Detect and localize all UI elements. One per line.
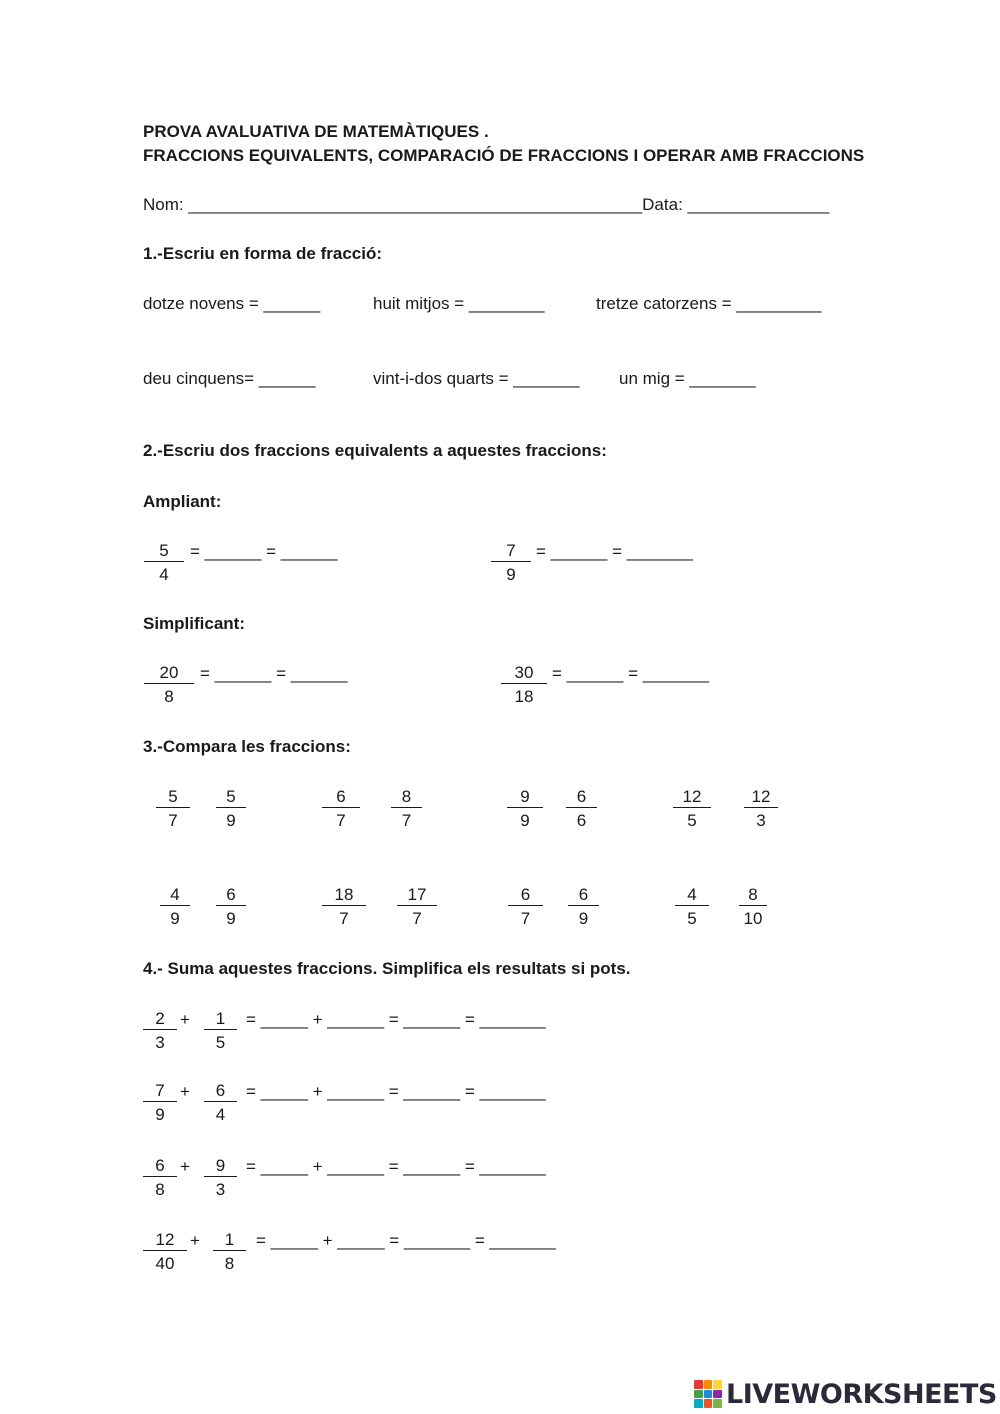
denominator: 8 <box>224 1254 235 1273</box>
denominator: 6 <box>576 811 587 830</box>
fraction <box>156 787 190 833</box>
write-fraction-item[interactable]: vint-i-dos quarts = _______ <box>373 369 580 388</box>
page-title: PROVA AVALUATIVA DE MATEMÀTIQUES . <box>143 122 489 141</box>
denominator: 4 <box>159 565 169 584</box>
logo-icon-cell <box>713 1380 722 1389</box>
numerator: 6 <box>508 885 543 906</box>
plus-sign: + <box>180 1157 190 1176</box>
logo-icon-cell <box>694 1380 703 1389</box>
equivalent-blanks[interactable]: = ______ = _______ <box>552 664 709 683</box>
numerator: 1 <box>213 1230 246 1251</box>
fraction <box>673 787 711 833</box>
numerator: 6 <box>143 1156 177 1177</box>
denominator: 9 <box>226 909 236 928</box>
denominator: 3 <box>756 811 766 830</box>
denominator: 8 <box>164 687 174 706</box>
sum-blanks[interactable]: = _____ + ______ = ______ = _______ <box>246 1157 546 1176</box>
equivalent-blanks[interactable]: = ______ = ______ <box>200 664 348 683</box>
denominator: 3 <box>215 1180 226 1199</box>
section1-heading: 1.-Escriu en forma de fracció: <box>143 244 383 263</box>
fraction <box>143 1156 177 1202</box>
ampliant-label: Ampliant: <box>143 492 222 511</box>
denominator: 5 <box>687 909 697 928</box>
write-fraction-item[interactable]: huit mitjos = ________ <box>373 294 545 313</box>
simplificant-label: Simplificant: <box>143 614 246 633</box>
fraction <box>144 663 194 709</box>
numerator: 4 <box>160 885 190 906</box>
name-date-line[interactable]: Nom: ________________________________________________Data: _______________ <box>143 195 830 214</box>
fraction <box>675 885 709 931</box>
write-fraction-item[interactable]: dotze novens = ______ <box>143 294 321 313</box>
numerator: 8 <box>391 787 422 808</box>
denominator: 8 <box>155 1180 165 1199</box>
fraction <box>744 787 778 833</box>
fraction <box>160 885 190 931</box>
numerator: 9 <box>204 1156 237 1177</box>
section3-heading: 3.-Compara les fraccions: <box>143 737 351 756</box>
equivalent-blanks[interactable]: = ______ = _______ <box>536 542 693 561</box>
fraction <box>507 787 543 833</box>
logo-icon-cell <box>694 1390 703 1399</box>
fraction <box>566 787 597 833</box>
sum-blanks[interactable]: = _____ + ______ = ______ = _______ <box>246 1010 546 1029</box>
logo-icon-cell <box>704 1390 713 1399</box>
fraction <box>143 1081 177 1127</box>
denominator: 40 <box>155 1254 175 1273</box>
write-fraction-item[interactable]: un mig = _______ <box>619 369 756 388</box>
denominator: 18 <box>514 687 534 706</box>
denominator: 5 <box>687 811 697 830</box>
fraction <box>144 541 184 587</box>
liveworksheets-brand: LIVEWORKSHEETS <box>726 1378 997 1410</box>
numerator: 4 <box>675 885 709 906</box>
liveworksheets-logo-icon <box>694 1380 722 1408</box>
denominator: 9 <box>170 909 180 928</box>
numerator: 5 <box>216 787 246 808</box>
denominator: 9 <box>226 811 236 830</box>
fraction <box>143 1230 187 1276</box>
fraction <box>508 885 543 931</box>
denominator: 7 <box>520 909 531 928</box>
logo-icon-cell <box>713 1399 722 1408</box>
plus-sign: + <box>180 1010 190 1029</box>
section4-heading: 4.- Suma aquestes fraccions. Simplifica els resultats si pots. <box>143 959 631 978</box>
fraction <box>213 1230 246 1276</box>
denominator: 9 <box>520 811 530 830</box>
denominator: 7 <box>336 811 346 830</box>
plus-sign: + <box>190 1231 200 1250</box>
fraction <box>216 885 246 931</box>
page-subtitle: FRACCIONS EQUIVALENTS, COMPARACIÓ DE FRACCIONS I OPERAR AMB FRACCIONS <box>143 146 865 165</box>
numerator: 9 <box>507 787 543 808</box>
fraction <box>397 885 437 931</box>
numerator: 6 <box>568 885 599 906</box>
fraction <box>739 885 767 931</box>
numerator: 6 <box>204 1081 237 1102</box>
fraction <box>501 663 547 709</box>
equivalent-blanks[interactable]: = ______ = ______ <box>190 542 338 561</box>
denominator: 9 <box>155 1105 165 1124</box>
numerator: 12 <box>744 787 778 808</box>
denominator: 3 <box>155 1033 165 1052</box>
fraction <box>568 885 599 931</box>
numerator: 6 <box>566 787 597 808</box>
denominator: 9 <box>506 565 516 584</box>
write-fraction-item[interactable]: tretze catorzens = _________ <box>596 294 822 313</box>
logo-icon-cell <box>713 1390 722 1399</box>
sum-blanks[interactable]: = _____ + _____ = _______ = _______ <box>256 1231 556 1250</box>
liveworksheets-logo <box>694 1378 997 1410</box>
numerator: 6 <box>216 885 246 906</box>
fraction <box>322 787 360 833</box>
sum-blanks[interactable]: = _____ + ______ = ______ = _______ <box>246 1082 546 1101</box>
numerator: 17 <box>397 885 437 906</box>
numerator: 1 <box>204 1009 237 1030</box>
fraction <box>491 541 531 587</box>
fraction <box>204 1009 237 1055</box>
numerator: 30 <box>501 663 547 684</box>
write-fraction-item[interactable]: deu cinquens= ______ <box>143 369 316 388</box>
numerator: 5 <box>144 541 184 562</box>
numerator: 5 <box>156 787 190 808</box>
fraction <box>204 1156 237 1202</box>
logo-icon-cell <box>704 1399 713 1408</box>
denominator: 5 <box>215 1033 226 1052</box>
numerator: 6 <box>322 787 360 808</box>
numerator: 7 <box>491 541 531 562</box>
denominator: 10 <box>743 909 763 928</box>
numerator: 8 <box>739 885 767 906</box>
numerator: 12 <box>673 787 711 808</box>
fraction <box>143 1009 177 1055</box>
fraction <box>391 787 422 833</box>
plus-sign: + <box>180 1082 190 1101</box>
logo-icon-cell <box>694 1399 703 1408</box>
denominator: 9 <box>578 909 589 928</box>
denominator: 7 <box>412 909 422 928</box>
fraction <box>216 787 246 833</box>
numerator: 20 <box>144 663 194 684</box>
denominator: 4 <box>215 1105 226 1124</box>
denominator: 7 <box>168 811 178 830</box>
section2-heading: 2.-Escriu dos fraccions equivalents a aquestes fraccions: <box>143 441 607 460</box>
numerator: 12 <box>143 1230 187 1251</box>
numerator: 2 <box>143 1009 177 1030</box>
fraction <box>322 885 366 931</box>
logo-icon-cell <box>704 1380 713 1389</box>
fraction <box>204 1081 237 1127</box>
numerator: 18 <box>322 885 366 906</box>
denominator: 7 <box>339 909 349 928</box>
numerator: 7 <box>143 1081 177 1102</box>
denominator: 7 <box>401 811 412 830</box>
